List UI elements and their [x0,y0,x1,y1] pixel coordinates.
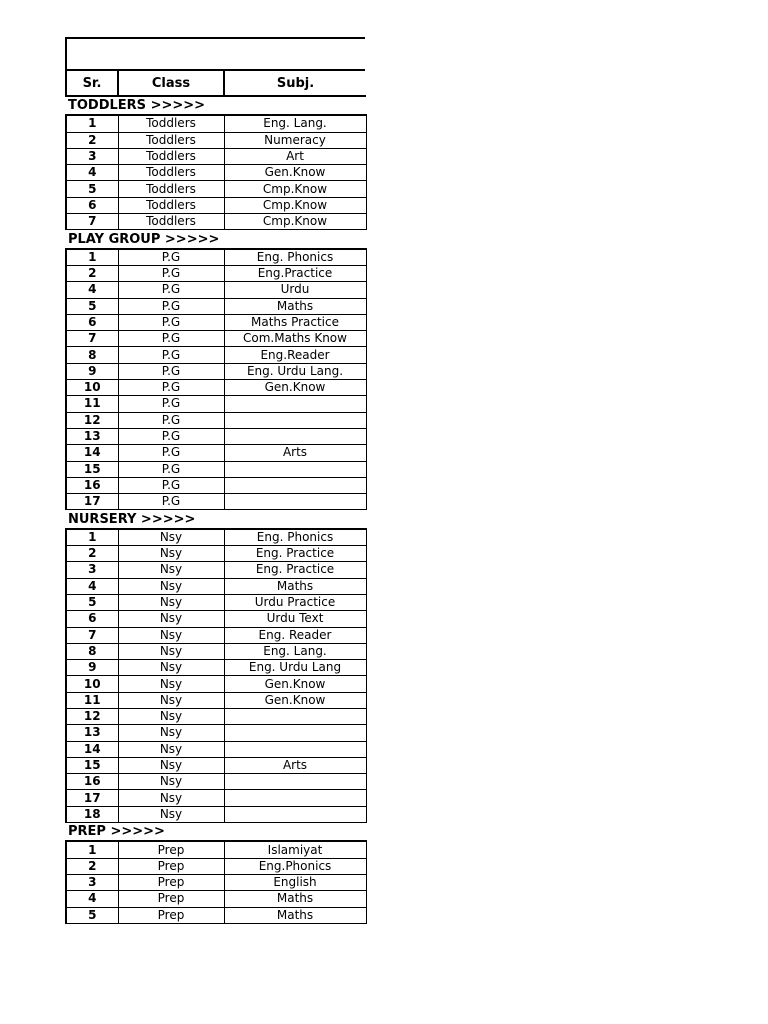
cell-sr[interactable]: 5 [66,594,118,610]
cell-sr[interactable]: 3 [66,148,118,164]
table-row [66,181,366,197]
table-row [66,461,366,477]
cell-sr[interactable]: 4 [66,891,118,907]
cell-sr[interactable]: 1 [66,249,118,266]
cell-sr[interactable]: 5 [66,298,118,314]
cell-sr[interactable]: 1 [66,115,118,132]
cell-subject[interactable]: Eng. Urdu Lang [224,660,366,676]
cell-class[interactable]: Nsy [118,790,224,806]
cell-subject[interactable]: Eng. Lang. [224,115,366,132]
cell-class[interactable]: Prep [118,874,224,890]
cell-class[interactable]: P.G [118,477,224,493]
table-row [66,477,366,493]
cell-subject[interactable]: Cmp.Know [224,181,366,197]
cell-class[interactable]: Nsy [118,741,224,757]
cell-sr[interactable]: 11 [66,692,118,708]
table-row [66,380,366,396]
cell-class[interactable]: P.G [118,461,224,477]
cell-subject[interactable]: Arts [224,757,366,773]
cell-sr[interactable]: 2 [66,546,118,562]
cell-subject[interactable] [224,774,366,790]
cell-subject[interactable]: Maths [224,907,366,923]
table-row [66,858,366,874]
table-row [66,265,366,281]
cell-sr[interactable]: 11 [66,396,118,412]
cell-sr[interactable]: 15 [66,757,118,773]
cell-subject[interactable]: Cmp.Know [224,214,366,230]
cell-class[interactable]: Nsy [118,578,224,594]
cell-class[interactable]: P.G [118,331,224,347]
table-row [66,363,366,379]
table-row [66,529,366,546]
cell-subject[interactable]: Eng. Lang. [224,643,366,659]
cell-sr[interactable]: 10 [66,676,118,692]
cell-class[interactable]: Nsy [118,708,224,724]
table-row [66,594,366,610]
cell-sr[interactable]: 3 [66,874,118,890]
cell-subject[interactable] [224,477,366,493]
table-row [66,115,366,132]
cell-class[interactable]: Nsy [118,757,224,773]
header-class[interactable]: Class [118,71,224,96]
cell-subject[interactable]: Eng. Practice [224,562,366,578]
cell-subject[interactable]: English [224,874,366,890]
cell-sr[interactable]: 5 [66,181,118,197]
table-row [66,692,366,708]
cell-subject[interactable]: Eng.Reader [224,347,366,363]
cell-subject[interactable] [224,741,366,757]
cell-sr[interactable]: 10 [66,380,118,396]
header-row [66,71,366,96]
cell-sr[interactable]: 8 [66,347,118,363]
cell-sr[interactable]: 7 [66,214,118,230]
table-row [66,132,366,148]
table-row [66,611,366,627]
cell-sr[interactable]: 12 [66,412,118,428]
cell-class[interactable]: Nsy [118,660,224,676]
cell-subject[interactable]: Eng. Phonics [224,529,366,546]
subject-table [65,71,367,924]
cell-sr[interactable]: 6 [66,314,118,330]
cell-sr[interactable]: 1 [66,529,118,546]
cell-class[interactable]: P.G [118,265,224,281]
cell-class[interactable]: Nsy [118,643,224,659]
table-row [66,907,366,923]
cell-sr[interactable]: 1 [66,841,118,858]
cell-subject[interactable]: Islamiyat [224,841,366,858]
cell-sr[interactable]: 15 [66,461,118,477]
cell-subject[interactable]: Com.Maths Know [224,331,366,347]
cell-class[interactable]: Nsy [118,562,224,578]
cell-class[interactable]: Prep [118,858,224,874]
table-row [66,741,366,757]
table-row [66,874,366,890]
cell-subject[interactable]: Maths [224,891,366,907]
cell-class[interactable]: P.G [118,363,224,379]
cell-sr[interactable]: 8 [66,643,118,659]
cell-sr[interactable]: 5 [66,907,118,923]
cell-class[interactable]: P.G [118,412,224,428]
table-row [66,757,366,773]
cell-sr[interactable]: 4 [66,578,118,594]
cell-subject[interactable]: Gen.Know [224,692,366,708]
cell-subject[interactable]: Numeracy [224,132,366,148]
cell-subject[interactable] [224,806,366,822]
cell-sr[interactable]: 7 [66,331,118,347]
cell-subject[interactable] [224,725,366,741]
cell-sr[interactable]: 14 [66,445,118,461]
cell-subject[interactable] [224,428,366,444]
spreadsheet [65,37,365,924]
cell-subject[interactable] [224,790,366,806]
cell-class[interactable]: P.G [118,249,224,266]
cell-sr[interactable]: 6 [66,197,118,213]
cell-class[interactable]: P.G [118,282,224,298]
table-row [66,774,366,790]
cell-class[interactable]: Nsy [118,725,224,741]
table-row [66,331,366,347]
table-row [66,165,366,181]
cell-class[interactable]: Toddlers [118,181,224,197]
cell-subject[interactable] [224,412,366,428]
cell-class[interactable]: Nsy [118,806,224,822]
cell-class[interactable]: P.G [118,314,224,330]
table-row [66,494,366,510]
cell-class[interactable]: Prep [118,841,224,858]
cell-subject[interactable]: Cmp.Know [224,197,366,213]
cell-sr[interactable]: 6 [66,611,118,627]
cell-subject[interactable]: Maths Practice [224,314,366,330]
cell-class[interactable]: Nsy [118,627,224,643]
cell-class[interactable]: P.G [118,494,224,510]
cell-subject[interactable]: Gen.Know [224,380,366,396]
cell-sr[interactable]: 9 [66,660,118,676]
cell-class[interactable]: Toddlers [118,115,224,132]
cell-sr[interactable]: 2 [66,265,118,281]
cell-subject[interactable] [224,494,366,510]
cell-sr[interactable]: 2 [66,132,118,148]
cell-sr[interactable]: 7 [66,627,118,643]
cell-sr[interactable]: 12 [66,708,118,724]
table-row [66,676,366,692]
cell-class[interactable]: Toddlers [118,214,224,230]
cell-class[interactable]: Toddlers [118,165,224,181]
cell-class[interactable]: P.G [118,445,224,461]
cell-class[interactable]: Nsy [118,774,224,790]
cell-sr[interactable]: 14 [66,741,118,757]
cell-subject[interactable]: Maths [224,298,366,314]
cell-class[interactable]: Nsy [118,692,224,708]
cell-sr[interactable]: 17 [66,790,118,806]
table-row [66,214,366,230]
cell-class[interactable]: P.G [118,298,224,314]
section-header-row [66,823,366,842]
cell-sr[interactable]: 4 [66,282,118,298]
cell-class[interactable]: Toddlers [118,148,224,164]
cell-class[interactable]: P.G [118,396,224,412]
cell-sr[interactable]: 16 [66,477,118,493]
cell-subject[interactable]: Eng. Practice [224,546,366,562]
table-row [66,445,366,461]
table-row [66,841,366,858]
cell-subject[interactable]: Eng. Urdu Lang. [224,363,366,379]
cell-subject[interactable]: Eng.Practice [224,265,366,281]
table-row [66,725,366,741]
table-row [66,148,366,164]
cell-class[interactable]: Nsy [118,546,224,562]
cell-class[interactable]: Toddlers [118,197,224,213]
table-row [66,627,366,643]
section-title[interactable]: PREP >>>>> [66,823,366,842]
cell-class[interactable]: P.G [118,347,224,363]
table-row [66,282,366,298]
title-cell[interactable] [65,37,365,71]
cell-sr[interactable]: 16 [66,774,118,790]
cell-subject[interactable]: Eng. Phonics [224,249,366,266]
section-header-row [66,510,366,529]
section-header-row [66,230,366,249]
table-row [66,806,366,822]
header-subject[interactable]: Subj. [224,71,366,96]
cell-sr[interactable]: 13 [66,428,118,444]
cell-class[interactable]: Prep [118,891,224,907]
cell-sr[interactable]: 17 [66,494,118,510]
section-title[interactable]: TODDLERS >>>>> [66,96,366,115]
table-row [66,412,366,428]
section-title[interactable]: PLAY GROUP >>>>> [66,230,366,249]
table-row [66,708,366,724]
cell-sr[interactable]: 13 [66,725,118,741]
table-row [66,347,366,363]
cell-subject[interactable]: Arts [224,445,366,461]
cell-subject[interactable] [224,396,366,412]
cell-subject[interactable] [224,461,366,477]
cell-class[interactable]: Nsy [118,594,224,610]
table-row [66,562,366,578]
cell-class[interactable]: Toddlers [118,132,224,148]
cell-sr[interactable]: 2 [66,858,118,874]
cell-class[interactable]: P.G [118,380,224,396]
cell-subject[interactable]: Urdu [224,282,366,298]
cell-subject[interactable]: Art [224,148,366,164]
cell-class[interactable]: P.G [118,428,224,444]
table-row [66,578,366,594]
section-header-row [66,96,366,115]
cell-subject[interactable] [224,708,366,724]
table-row [66,660,366,676]
table-row [66,197,366,213]
cell-class[interactable]: Nsy [118,529,224,546]
cell-subject[interactable]: Eng.Phonics [224,858,366,874]
table-row [66,314,366,330]
cell-subject[interactable]: Eng. Reader [224,627,366,643]
cell-sr[interactable]: 18 [66,806,118,822]
cell-sr[interactable]: 4 [66,165,118,181]
table-row [66,396,366,412]
cell-sr[interactable]: 9 [66,363,118,379]
section-title[interactable]: NURSERY >>>>> [66,510,366,529]
table-row [66,249,366,266]
cell-sr[interactable]: 3 [66,562,118,578]
table-row [66,643,366,659]
cell-subject[interactable]: Gen.Know [224,676,366,692]
table-row [66,891,366,907]
header-sr[interactable]: Sr. [66,71,118,96]
table-row [66,790,366,806]
cell-class[interactable]: Prep [118,907,224,923]
table-row [66,428,366,444]
table-row [66,298,366,314]
cell-class[interactable]: Nsy [118,611,224,627]
cell-subject[interactable]: Gen.Know [224,165,366,181]
table-row [66,546,366,562]
cell-subject[interactable]: Maths [224,578,366,594]
cell-subject[interactable]: Urdu Text [224,611,366,627]
cell-subject[interactable]: Urdu Practice [224,594,366,610]
cell-class[interactable]: Nsy [118,676,224,692]
